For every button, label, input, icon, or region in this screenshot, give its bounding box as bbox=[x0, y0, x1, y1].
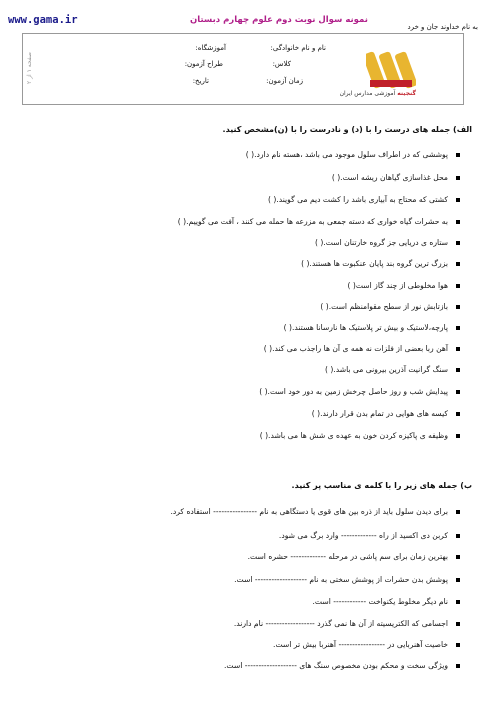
fill-blank-item: برای دیدن سلول باید از ذره بین های قوی یا دستگاهی به نام ---------------- استفاده کرد. bbox=[170, 507, 448, 516]
truefalse-item: آهن ربا بعضی از فلزات نه همه ی آن ها راجذب می کند.( ) bbox=[263, 344, 448, 353]
bullet-icon bbox=[456, 176, 460, 180]
truefalse-item: محل غذاسازی گیاهان ریشه است.( ) bbox=[331, 173, 448, 182]
page-title: نمونه سوال نوبت دوم علوم چهارم دبستان bbox=[190, 15, 368, 25]
bullet-icon bbox=[456, 153, 460, 157]
bullet-icon bbox=[456, 368, 460, 372]
truefalse-item: کیسه های هوایی در تمام بدن قرار دارند.( ) bbox=[311, 409, 448, 418]
section-a-title: الف) جمله های درست را با (د) و نادرست را با (ن)مشخص کنید. bbox=[222, 125, 472, 134]
bullet-icon bbox=[456, 534, 460, 538]
bullet-icon bbox=[456, 241, 460, 245]
truefalse-item: پوششی که در اطراف سلول موجود می باشد ،هسته نام دارد.( ) bbox=[245, 150, 448, 159]
bullet-icon bbox=[456, 412, 460, 416]
truefalse-item: وظیفه ی پاکیزه کردن خون به عهده ی شش ها می باشد.( ) bbox=[259, 431, 448, 440]
fill-blank-item: پوشش بدن حشرات از پوشش سختی به نام ------------------- است. bbox=[234, 575, 448, 584]
fill-blank-item: ویژگی سخت و محکم بودن مخصوص سنگ های ------------------- است. bbox=[223, 661, 448, 670]
fill-blank-item: خاصیت آهنربایی در ----------------- آهنربا بیش تر است. bbox=[273, 640, 448, 649]
truefalse-item: بزرگ ترین گروه بند پایان عنکبوت ها هستند.( ) bbox=[301, 259, 448, 268]
bullet-icon bbox=[456, 390, 460, 394]
fill-blank-item: اجسامی که الکتریسیته از آن ها نمی گذرد ------------------ نام دارند. bbox=[233, 619, 448, 628]
truefalse-item: به حشرات گیاه خواری که دسته جمعی به مزرعه ها حمله می کنند ، آفت می گوییم.( ) bbox=[177, 217, 448, 226]
truefalse-item: پارچه،لاستیک و بیش تر پلاستیک ها نارسانا هستند.( ) bbox=[283, 323, 448, 332]
fill-blank-item: کربن دی اکسید از راه ------------- وارد برگ می شود. bbox=[278, 531, 448, 540]
truefalse-item: بازتابش نور از سطح مقوامنظم است.( ) bbox=[320, 302, 448, 311]
designer-label: طراح آزمون: bbox=[184, 60, 223, 68]
logo-icon bbox=[366, 48, 416, 92]
page-number: صفحه ۱ از ۲ bbox=[26, 52, 33, 84]
bullet-icon bbox=[456, 664, 460, 668]
bullet-icon bbox=[456, 434, 460, 438]
bullet-icon bbox=[456, 510, 460, 514]
bullet-icon bbox=[456, 347, 460, 351]
class-label: کلاس: bbox=[272, 60, 291, 68]
school-label: آموزشگاه: bbox=[195, 44, 226, 52]
truefalse-item: هوا مخلوطی از چند گاز است( ) bbox=[347, 281, 448, 290]
truefalse-item: کشتی که محتاج به آبیاری باشد را کشت دیم می گویند.( ) bbox=[268, 195, 448, 204]
bismillah-text: به نام خداوند جان و خرد bbox=[407, 23, 478, 31]
date-label: تاریخ: bbox=[192, 77, 209, 85]
bullet-icon bbox=[456, 578, 460, 582]
bullet-icon bbox=[456, 305, 460, 309]
bullet-icon bbox=[456, 198, 460, 202]
exam-time-label: زمان آزمون: bbox=[266, 77, 303, 85]
fill-blank-item: بهترین زمان برای سم پاشی در مرحله ------------- حشره است. bbox=[247, 552, 448, 561]
truefalse-item: پیدایش شب و روز حاصل چرخش زمین به دور خود است.( ) bbox=[259, 387, 448, 396]
fill-blank-item: نام دیگر مخلوط یکنواخت ------------ است. bbox=[312, 597, 448, 606]
bullet-icon bbox=[456, 284, 460, 288]
truefalse-item: ستاره ی دریایی جز گروه خارتنان است.( ) bbox=[315, 238, 448, 247]
student-name-label: نام و نام خانوادگی: bbox=[270, 44, 326, 52]
bullet-icon bbox=[456, 262, 460, 266]
truefalse-item: سنگ گرانیت آذرین بیرونی می باشد.( ) bbox=[325, 365, 448, 374]
bullet-icon bbox=[456, 326, 460, 330]
bullet-icon bbox=[456, 600, 460, 604]
site-url: www.gama.ir bbox=[8, 14, 78, 26]
logo-caption: گنجینه آموزشی مدارس ایران bbox=[339, 90, 416, 97]
bullet-icon bbox=[456, 622, 460, 626]
bullet-icon bbox=[456, 220, 460, 224]
bullet-icon bbox=[456, 555, 460, 559]
bullet-icon bbox=[456, 643, 460, 647]
section-b-title: ب) جمله های زیر را با کلمه ی مناسب پر کنید. bbox=[291, 481, 472, 490]
